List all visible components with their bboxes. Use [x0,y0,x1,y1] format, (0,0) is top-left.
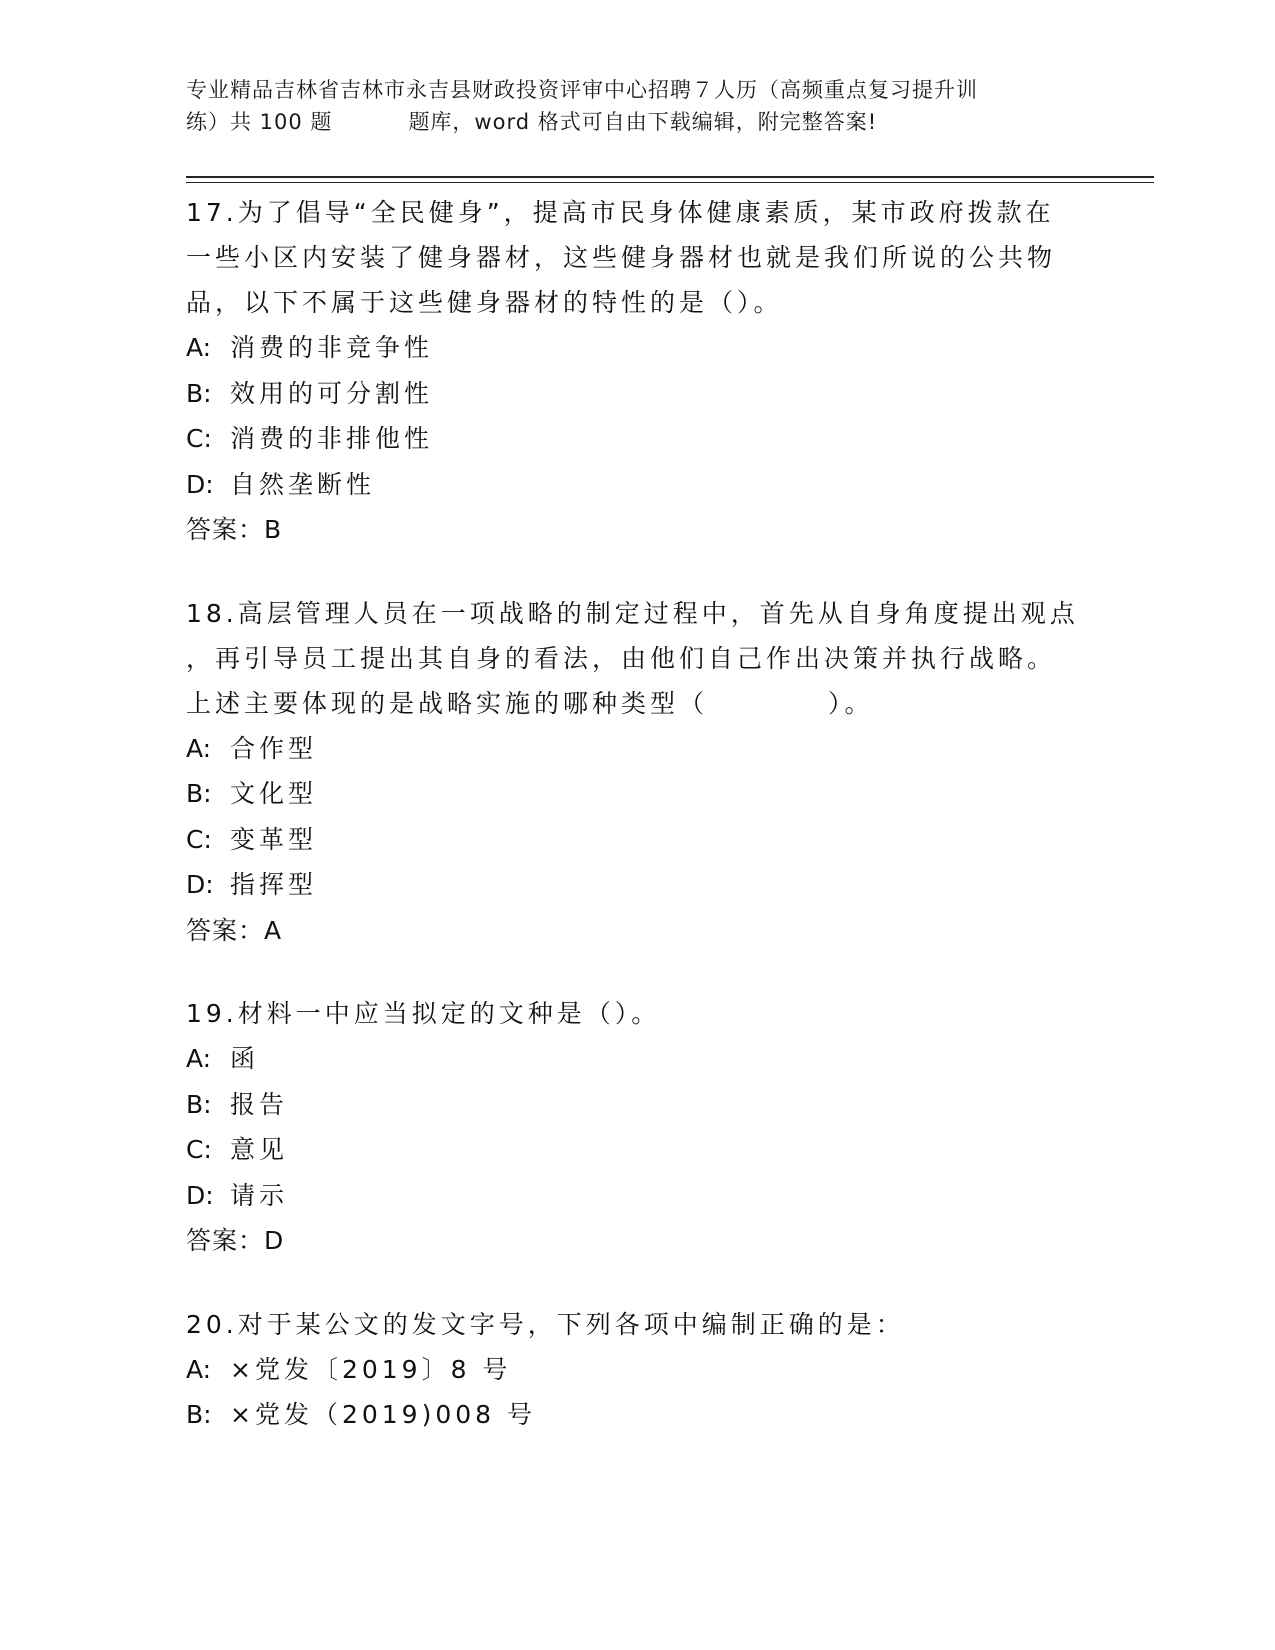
question-stem-line: 一些小区内安装了健身器材，这些健身器材也就是我们所说的公共物 [186,243,1057,272]
option-text: 意见 [230,1135,289,1164]
option-letter: A: [186,733,212,763]
question-stem-line: 17.为了倡导“全民健身”，提高市民身体健康素质，某市政府拨款在 [186,198,1055,227]
question-stem-line: 19.材料一中应当拟定的文种是（）。 [186,999,661,1028]
header-line-2 [186,106,1086,138]
option-text: 合作型 [230,733,318,763]
question-list [186,190,1086,1476]
answer-label: 答案：B [186,515,283,544]
question-stem-line [186,681,1086,726]
option-d [186,862,1086,908]
option-letter: D: [186,469,214,499]
question-18 [186,591,1086,954]
option-letter: C: [186,824,212,854]
option-text: 指挥型 [230,870,318,899]
option-b [186,1392,1086,1438]
header-line-2-right: 题库，word 格式可自由下载编辑，附完整答案! [408,110,878,134]
option-letter: B: [186,378,212,408]
option-c [186,817,1086,863]
option-letter: D: [186,1180,214,1210]
option-letter: D: [186,870,214,899]
header-divider-thick [186,176,1154,178]
option-a [186,1036,1086,1082]
question-stem-line: 18.高层管理人员在一项战略的制定过程中，首先从自身角度提出观点 [186,598,1079,628]
option-d [186,462,1086,508]
document-header [186,74,1086,138]
option-a [186,325,1086,371]
question-stem-tail: ）。 [828,688,874,718]
option-text: ×党发（2019)008 号 [230,1400,536,1429]
option-a [186,726,1086,772]
option-text: 请示 [230,1180,289,1210]
option-letter: A: [186,1354,212,1384]
question-19 [186,991,1086,1264]
answer-label: 答案：A [186,915,283,945]
option-letter: C: [186,424,212,453]
option-a [186,1347,1086,1393]
header-line-2-left: 练）共 100 题 [186,110,333,134]
option-text: 变革型 [230,824,318,854]
option-b [186,371,1086,417]
option-c [186,416,1086,462]
option-letter: A: [186,1044,212,1073]
question-stem-line: ，再引导员工提出其自身的看法，由他们自己作出决策并执行战略。 [186,643,1057,673]
option-text: 文化型 [230,779,318,808]
option-b [186,1082,1086,1128]
answer-label: 答案：D [186,1226,285,1255]
option-text: 函 [230,1044,260,1073]
option-text: 自然垄断性 [230,469,376,499]
option-letter: B: [186,779,212,808]
header-line-1: 专业精品吉林省吉林市永吉县财政投资评审中心招聘７人历（高频重点复习提升训 [186,78,978,102]
option-text: 消费的非竞争性 [230,333,434,362]
option-text: ×党发〔2019〕8 号 [230,1354,512,1384]
option-letter: C: [186,1135,212,1164]
option-text: 效用的可分割性 [230,378,434,408]
header-divider-thin [186,182,1154,183]
question-stem-line: 20.对于某公文的发文字号，下列各项中编制正确的是： [186,1309,905,1339]
option-text: 消费的非排他性 [230,424,434,453]
option-c [186,1127,1086,1173]
option-b [186,771,1086,817]
question-17 [186,190,1086,553]
option-text: 报告 [230,1089,289,1119]
option-d [186,1173,1086,1219]
question-20 [186,1302,1086,1438]
option-letter: A: [186,333,212,362]
option-letter: B: [186,1089,212,1119]
question-stem-line: 品，以下不属于这些健身器材的特性的是（）。 [186,288,783,317]
option-letter: B: [186,1400,212,1429]
question-stem-text: 上述主要体现的是战略实施的哪种类型（ [186,688,709,718]
